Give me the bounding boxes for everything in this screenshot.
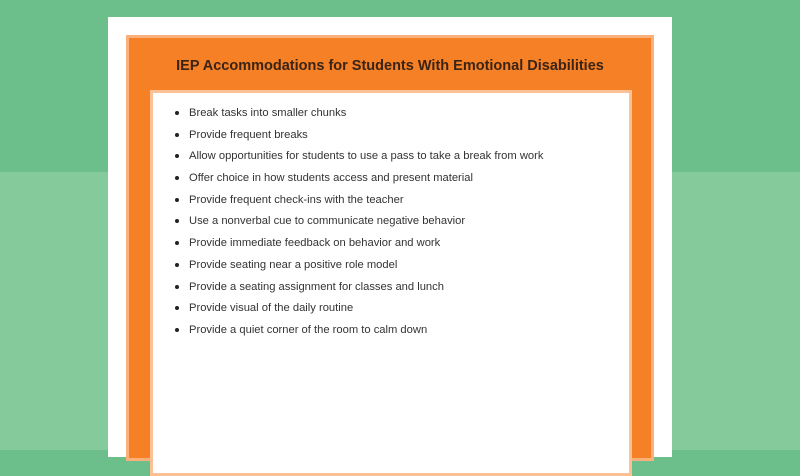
document-title: IEP Accommodations for Students With Emotional Disabilities [176, 58, 604, 74]
bullet-icon [175, 198, 179, 202]
bullet-icon [175, 241, 179, 245]
accommodations-list [173, 106, 543, 345]
orange-frame [126, 35, 654, 461]
document-page [108, 17, 672, 457]
list-item-text: Allow opportunities for students to use a pass to take a break from work [189, 150, 544, 163]
bullet-icon [175, 154, 179, 158]
list-item [173, 323, 543, 345]
list-item-text: Provide seating near a positive role model [189, 258, 398, 271]
list-item [173, 258, 543, 280]
list-item-text: Provide a seating assignment for classes and lunch [189, 280, 444, 293]
list-item-text: Provide a quiet corner of the room to calm down [189, 323, 428, 336]
bullet-icon [175, 219, 179, 223]
bullet-icon [175, 133, 179, 137]
list-item-text: Provide frequent check-ins with the teacher [189, 193, 404, 206]
list-item-text: Provide frequent breaks [189, 128, 308, 141]
bullet-icon [175, 176, 179, 180]
bullet-icon [175, 306, 179, 310]
bullet-icon [175, 111, 179, 115]
bullet-icon [175, 285, 179, 289]
list-item [173, 301, 543, 323]
list-item [173, 128, 543, 150]
list-item [173, 106, 543, 128]
list-item-text: Provide visual of the daily routine [189, 302, 354, 315]
list-item [173, 149, 543, 171]
list-item [173, 214, 543, 236]
list-item [173, 193, 543, 215]
bullet-icon [175, 263, 179, 267]
list-item [173, 171, 543, 193]
list-item [173, 280, 543, 302]
list-item-text: Break tasks into smaller chunks [189, 107, 347, 119]
accommodations-box [150, 90, 632, 476]
list-item-text: Provide immediate feedback on behavior and work [189, 237, 441, 250]
list-item-text: Use a nonverbal cue to communicate negative behavior [189, 215, 466, 228]
bullet-icon [175, 328, 179, 332]
list-item [173, 236, 543, 258]
list-item-text: Offer choice in how students access and present material [189, 172, 473, 185]
